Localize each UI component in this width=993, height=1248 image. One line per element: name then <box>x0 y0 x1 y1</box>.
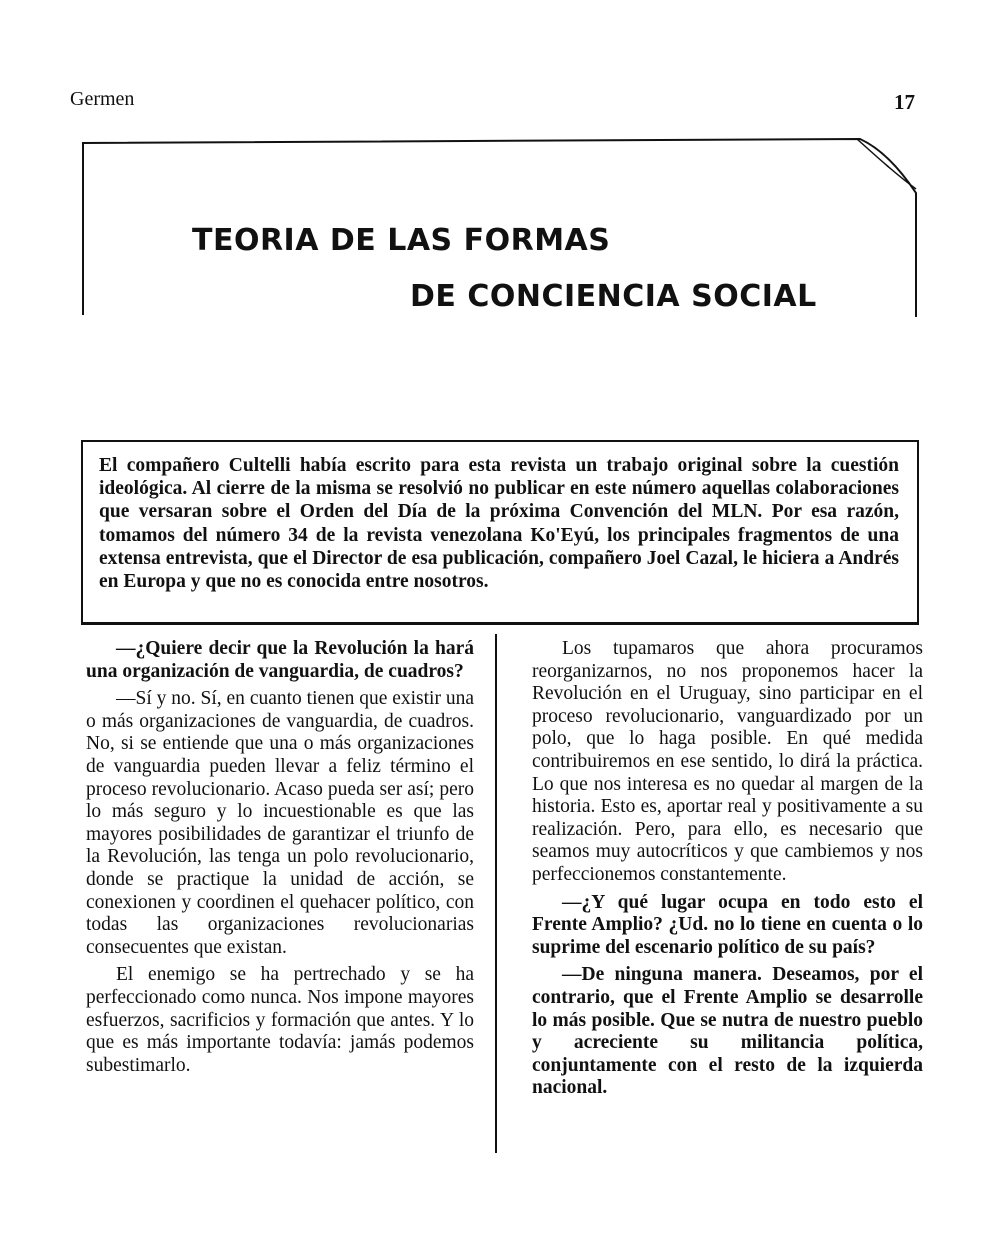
interview-question: —¿Y qué lugar ocupa en todo esto el Frente Amplio? ¿Ud. no lo tiene en cuenta o lo suprime del escenario político de su país? <box>532 891 923 958</box>
interview-answer: El enemigo se ha pertrechado y se ha perfeccionado como nunca. Nos impone mayores esfuerzos, sacrificios y formación que antes. Y lo que es más importante todavía: jamás podemos subestimarlo. <box>86 964 474 1076</box>
running-head: Germen <box>70 88 135 110</box>
article-title-line-2: DE CONCIENCIA SOCIAL <box>410 279 817 314</box>
left-column <box>86 638 474 1082</box>
intro-box <box>81 440 919 625</box>
column-divider <box>495 634 497 1153</box>
title-frame <box>82 137 918 317</box>
interview-answer: Los tupamaros que ahora procuramos reorganizarnos, no nos proponemos hacer la Revolución en el Uruguay, sino participar en el proceso revolucionario, vanguardizado por un polo, que lo haga posible. En qué medida contribuiremos en ese sentido, lo dirá la práctica. Lo que nos interesa es no quedar al margen de la historia. Esto es, aportar real y positivamente a su realización. Pero, para ello, es necesario que seamos muy autocríticos y que cambiemos y nos perfeccionemos constantemente. <box>532 638 923 885</box>
intro-paragraph: El compañero Cultelli había escrito para esta revista un trabajo original sobre la cuestión ideológica. Al cierre de la misma se resolvió no publicar en este número aquellas colaboraciones que versaran sobre el Orden del Día de la próxima Convención del MLN. Por esa razón, tomamos del número 34 de la revista venezolana Ko'Eyú, los principales fragmentos de una extensa entrevista, que el Director de esa publicación, compañero Joel Cazal, le hiciera a Andrés en Europa y que no es conocida entre nosotros. <box>99 455 899 593</box>
interview-answer: —Sí y no. Sí, en cuanto tienen que existir una o más organizaciones de vanguardia, de cuadros. No, si se entiende que una o más organizaciones de vanguardia pueden llevar a feliz término el proceso revolucionario. Acaso pueda ser así; pero lo más seguro y lo incuestionable es que las mayores posibilidades de garantizar el triunfo de la Revolución, las tenga un polo revolucionario, donde se practique la unidad de acción, se conexionen y coordinen el quehacer político, con todas las organizaciones revolucionarias consecuentes que existan. <box>86 688 474 958</box>
interview-question: —¿Quiere decir que la Revolución la hará una organización de vanguardia, de cuadros? <box>86 638 474 682</box>
interview-answer: —De ninguna manera. Deseamos, por el contrario, que el Frente Amplio se desarrolle lo más posible. Que se nutra de nuestro pueblo y acreciente su militancia política, conjuntamente con el resto de la izquierda nacional. <box>532 964 923 1099</box>
page-number: 17 <box>894 90 915 114</box>
right-column <box>532 638 923 1105</box>
article-title-line-1: TEORIA DE LAS FORMAS <box>192 223 611 258</box>
